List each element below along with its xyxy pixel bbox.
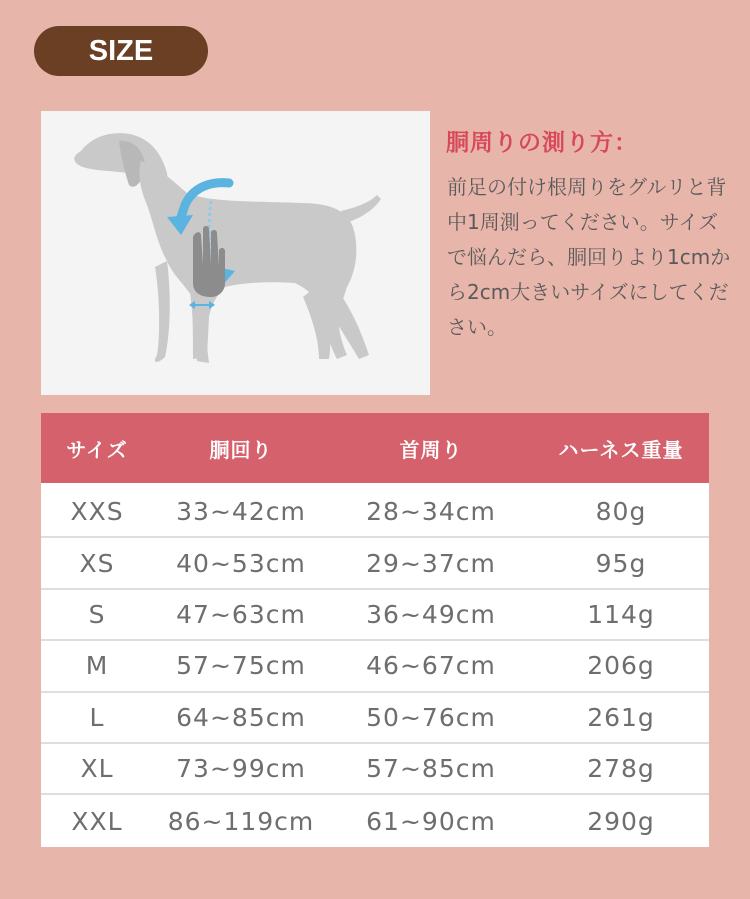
header-weight: ハーネス重量 — [558, 437, 684, 462]
size-badge-label: SIZE — [88, 34, 154, 67]
cell-neck: 50~76cm — [366, 702, 496, 732]
dog-measurement-illustration — [41, 111, 430, 395]
table-row — [41, 693, 709, 744]
cell-neck: 28~34cm — [366, 497, 496, 527]
cell-chest: 40~53cm — [176, 548, 306, 578]
cell-neck: 57~85cm — [366, 754, 496, 784]
cell-size: XXS — [70, 497, 124, 527]
measure-howto-title: 胴周りの測り方： — [446, 130, 638, 156]
table-row — [41, 641, 709, 692]
table-row — [41, 744, 709, 795]
header-chest: 胴回り — [209, 437, 273, 462]
header-size: サイズ — [66, 437, 128, 462]
table-row — [41, 538, 709, 589]
cell-size: M — [85, 651, 109, 681]
cell-neck: 29~37cm — [366, 548, 496, 578]
cell-size: XL — [80, 754, 114, 784]
cell-chest: 47~63cm — [176, 599, 306, 629]
cell-weight: 278g — [587, 754, 655, 784]
cell-neck: 61~90cm — [366, 806, 496, 836]
cell-chest: 86~119cm — [167, 806, 315, 836]
size-badge — [34, 26, 208, 76]
size-table-header — [41, 413, 709, 483]
cell-weight: 206g — [587, 651, 655, 681]
dog-measure-icon — [41, 111, 430, 395]
cell-neck: 46~67cm — [366, 651, 496, 681]
cell-neck: 36~49cm — [366, 599, 496, 629]
cell-weight: 95g — [595, 548, 647, 578]
cell-size: S — [88, 599, 106, 629]
cell-weight: 80g — [595, 497, 647, 527]
size-table-body — [41, 483, 709, 847]
table-row — [41, 487, 709, 538]
cell-weight: 290g — [587, 806, 655, 836]
size-table — [41, 413, 709, 847]
cell-chest: 33~42cm — [176, 497, 306, 527]
cell-chest: 64~85cm — [176, 702, 306, 732]
cell-size: XXL — [71, 806, 123, 836]
cell-size: XS — [79, 548, 115, 578]
cell-size: L — [89, 702, 105, 732]
cell-weight: 261g — [587, 702, 655, 732]
table-row — [41, 795, 709, 846]
cell-chest: 73~99cm — [176, 754, 306, 784]
cell-weight: 114g — [587, 599, 655, 629]
table-row — [41, 590, 709, 641]
cell-chest: 57~75cm — [176, 651, 306, 681]
header-neck: 首周り — [399, 437, 463, 462]
measure-howto-text: 前足の付け根周りをグルリと背中1周測ってください。サイズで悩んだら、胴回りより1cmから2cm大きいサイズにしてください。 — [447, 175, 731, 339]
